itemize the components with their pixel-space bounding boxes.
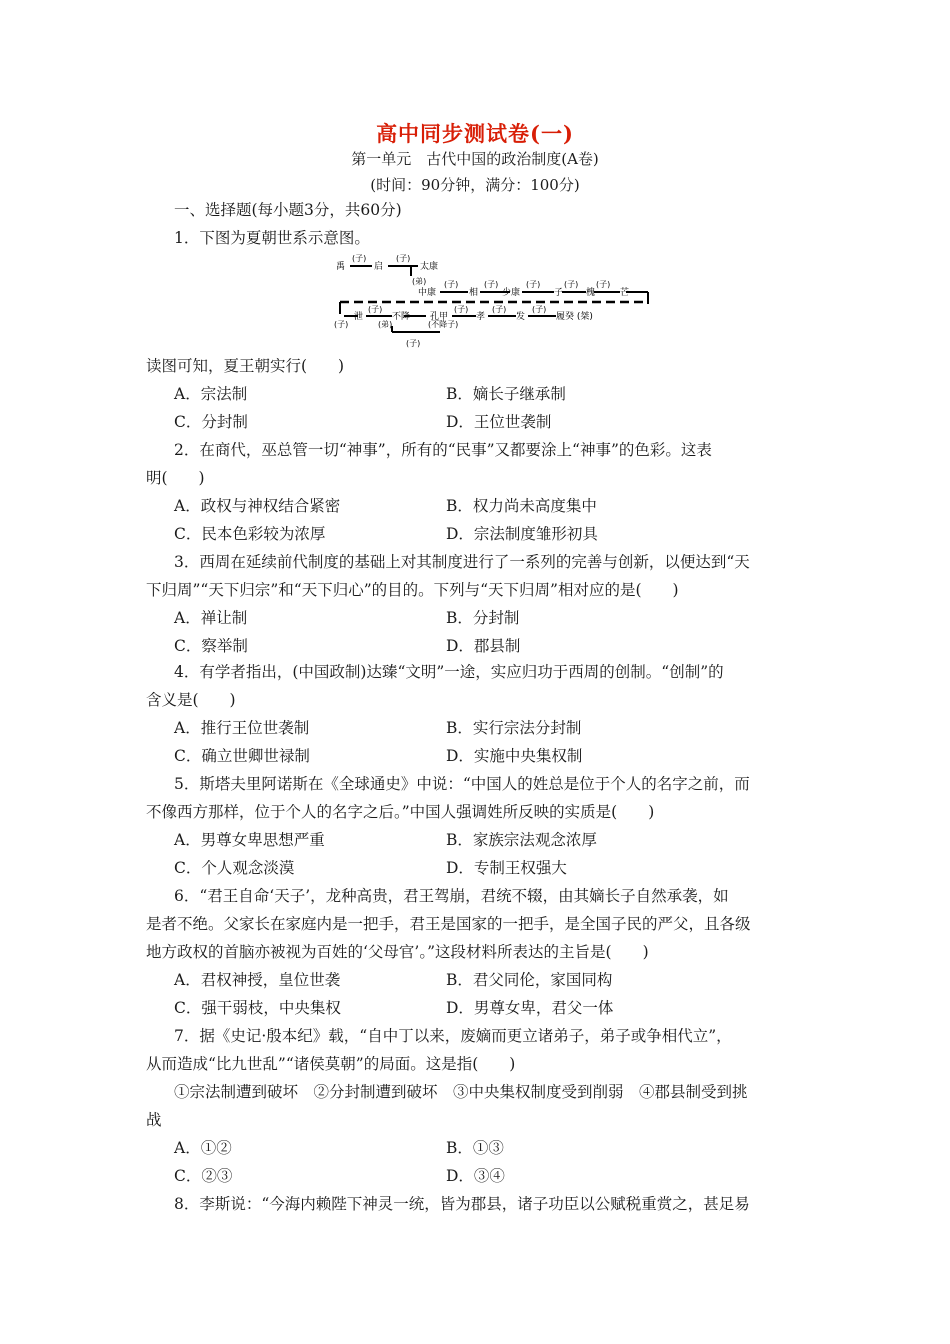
dg-gao: 孝 bbox=[476, 312, 486, 322]
q1-line-2: 读图可知，夏王朝实行( ) bbox=[146, 357, 345, 375]
q4-option-b[interactable]: B．实行宗法分封制 bbox=[446, 719, 582, 737]
dg-bujiang: 不降 bbox=[392, 312, 411, 322]
q5-option-d[interactable]: D．专制王权强大 bbox=[446, 859, 567, 877]
dg-shaokang: 少康 bbox=[502, 288, 521, 298]
q2-option-b[interactable]: B．权力尚未高度集中 bbox=[446, 497, 597, 515]
q6-option-a[interactable]: A．君权神授，皇位世袭 bbox=[174, 971, 341, 989]
dg-son-label: (子) bbox=[564, 280, 579, 289]
section-heading: 一、选择题(每小题3分，共60分) bbox=[174, 201, 402, 219]
q1-option-c[interactable]: C．分封制 bbox=[174, 413, 248, 431]
q5-line-1: 5．斯塔夫里阿诺斯在《全球通史》中说：“中国人的姓总是位于个人的名字之前，而 bbox=[174, 775, 750, 793]
q3-line-1: 3．西周在延续前代制度的基础上对其制度进行了一系列的完善与创新，以便达到“天 bbox=[174, 553, 750, 571]
dg-son-label: (子) bbox=[334, 320, 349, 329]
q2-option-a[interactable]: A．政权与神权结合紧密 bbox=[174, 497, 341, 515]
q1-option-b[interactable]: B．嫡长子继承制 bbox=[446, 385, 566, 403]
q8-line-1: 8．李斯说：“今海内赖陛下神灵一统，皆为郡县，诸子功臣以公赋税重赏之，甚足易 bbox=[174, 1195, 750, 1213]
dg-lvgui: 履癸 (桀) bbox=[556, 312, 593, 322]
q4-line-2: 含义是( ) bbox=[146, 691, 236, 709]
page-title: 高中同步测试卷(一) bbox=[376, 121, 574, 146]
dg-zhu: 子 bbox=[554, 288, 564, 298]
q7-line-1: 7．据《史记·殷本纪》载，“自中丁以来，废嫡而更立诸弟子，弟子或争相代立”， bbox=[174, 1027, 732, 1045]
dg-son-label: (子) bbox=[532, 305, 547, 314]
xia-genealogy-diagram bbox=[330, 250, 660, 355]
dg-xie: 泄 bbox=[354, 312, 364, 322]
q2-line-1: 2．在商代，巫总管一切“神事”，所有的“民事”又都要涂上“神事”的色彩。这表 bbox=[174, 441, 712, 459]
q7-line-4: 战 bbox=[146, 1111, 162, 1129]
q5-option-b[interactable]: B．家族宗法观念浓厚 bbox=[446, 831, 597, 849]
dg-son-label: (子) bbox=[526, 280, 541, 289]
dg-xiang: 相 bbox=[469, 288, 479, 298]
q4-option-d[interactable]: D．实施中央集权制 bbox=[446, 747, 583, 765]
dg-son-label: (子) bbox=[596, 280, 611, 289]
dg-son-label: (子) bbox=[368, 305, 383, 314]
dg-brother-label: (弟) bbox=[378, 320, 393, 329]
q1-option-a[interactable]: A．宗法制 bbox=[174, 385, 248, 403]
dg-fa: 发 bbox=[516, 312, 526, 322]
dg-huai: 槐 bbox=[586, 288, 596, 298]
q6-option-b[interactable]: B．君父同伦，家国同构 bbox=[446, 971, 613, 989]
q6-line-1: 6．“君王自命‘天子’，龙种高贵，君王驾崩，君统不辍，由其嫡长子自然承袭，如 bbox=[174, 887, 729, 905]
q4-option-c[interactable]: C．确立世卿世禄制 bbox=[174, 747, 310, 765]
q1-option-d[interactable]: D．王位世袭制 bbox=[446, 413, 552, 431]
q6-line-3: 地方政权的首脑亦被视为百姓的‘父母官’。”这段材料所表达的主旨是( ) bbox=[146, 943, 649, 961]
q3-option-d[interactable]: D．郡县制 bbox=[446, 637, 521, 655]
q1-line-1: 1．下图为夏朝世系示意图。 bbox=[174, 229, 370, 247]
q2-option-d[interactable]: D．宗法制度雏形初具 bbox=[446, 525, 598, 543]
dg-son-label: (子) bbox=[492, 305, 507, 314]
q7-line-3: ①宗法制遭到破坏 ②分封制遭到破坏 ③中央集权制度受到削弱 ④郡县制受到挑 bbox=[174, 1083, 748, 1101]
q5-option-a[interactable]: A．男尊女卑思想严重 bbox=[174, 831, 325, 849]
q7-line-2: 从而造成“比九世乱”“诸侯莫朝”的局面。这是指( ) bbox=[146, 1055, 516, 1073]
q7-option-d[interactable]: D．③④ bbox=[446, 1167, 505, 1185]
dg-brother-label: (弟) bbox=[412, 277, 427, 286]
dg-bujiang-son-label: (不降子) bbox=[428, 320, 459, 329]
dg-zhongkang: 中康 bbox=[418, 288, 437, 298]
q6-option-d[interactable]: D．男尊女卑，君父一体 bbox=[446, 999, 614, 1017]
q5-option-c[interactable]: C．个人观念淡漠 bbox=[174, 859, 295, 877]
q2-line-2: 明( ) bbox=[146, 469, 205, 487]
q3-option-b[interactable]: B．分封制 bbox=[446, 609, 520, 627]
dg-son-label: (子) bbox=[454, 305, 469, 314]
dg-son-label: (子) bbox=[484, 280, 499, 289]
q7-option-a[interactable]: A．①② bbox=[174, 1139, 232, 1157]
dg-mang: 芒 bbox=[620, 288, 630, 298]
dg-son-label: (子) bbox=[396, 254, 411, 263]
dg-yu: 禹 bbox=[336, 262, 346, 272]
unit-subtitle: 第一单元 古代中国的政治制度(A卷) bbox=[351, 150, 599, 168]
q7-option-b[interactable]: B．①③ bbox=[446, 1139, 504, 1157]
q3-line-2: 下归周”“天下归宗”和“天下归心”的目的。下列与“天下归周”相对应的是( ) bbox=[146, 581, 679, 599]
q2-option-c[interactable]: C．民本色彩较为浓厚 bbox=[174, 525, 326, 543]
dg-qi: 启 bbox=[374, 262, 384, 272]
q3-option-c[interactable]: C．察举制 bbox=[174, 637, 248, 655]
q4-option-a[interactable]: A．推行王位世袭制 bbox=[174, 719, 310, 737]
time-info: (时间：90分钟，满分：100分) bbox=[370, 176, 580, 194]
q6-line-2: 是者不绝。父家长在家庭内是一把手，君王是国家的一把手，是全国子民的严父，且各级 bbox=[146, 915, 751, 933]
q3-option-a[interactable]: A．禅让制 bbox=[174, 609, 248, 627]
dg-taikang: 太康 bbox=[420, 262, 439, 272]
q7-option-c[interactable]: C．②③ bbox=[174, 1167, 233, 1185]
q6-option-c[interactable]: C．强干弱枝，中央集权 bbox=[174, 999, 341, 1017]
dg-son-label: (子) bbox=[406, 339, 421, 348]
dg-son-label: (子) bbox=[444, 280, 459, 289]
q5-line-2: 不像西方那样，位于个人的名字之后。”中国人强调姓所反映的实质是( ) bbox=[146, 803, 655, 821]
q4-line-1: 4．有学者指出，(中国政制)达臻“文明”一途，实应归功于西周的创制。“创制”的 bbox=[174, 663, 724, 681]
dg-son-label: (子) bbox=[352, 254, 367, 263]
dg-kongjia: 孔甲 bbox=[430, 312, 449, 322]
